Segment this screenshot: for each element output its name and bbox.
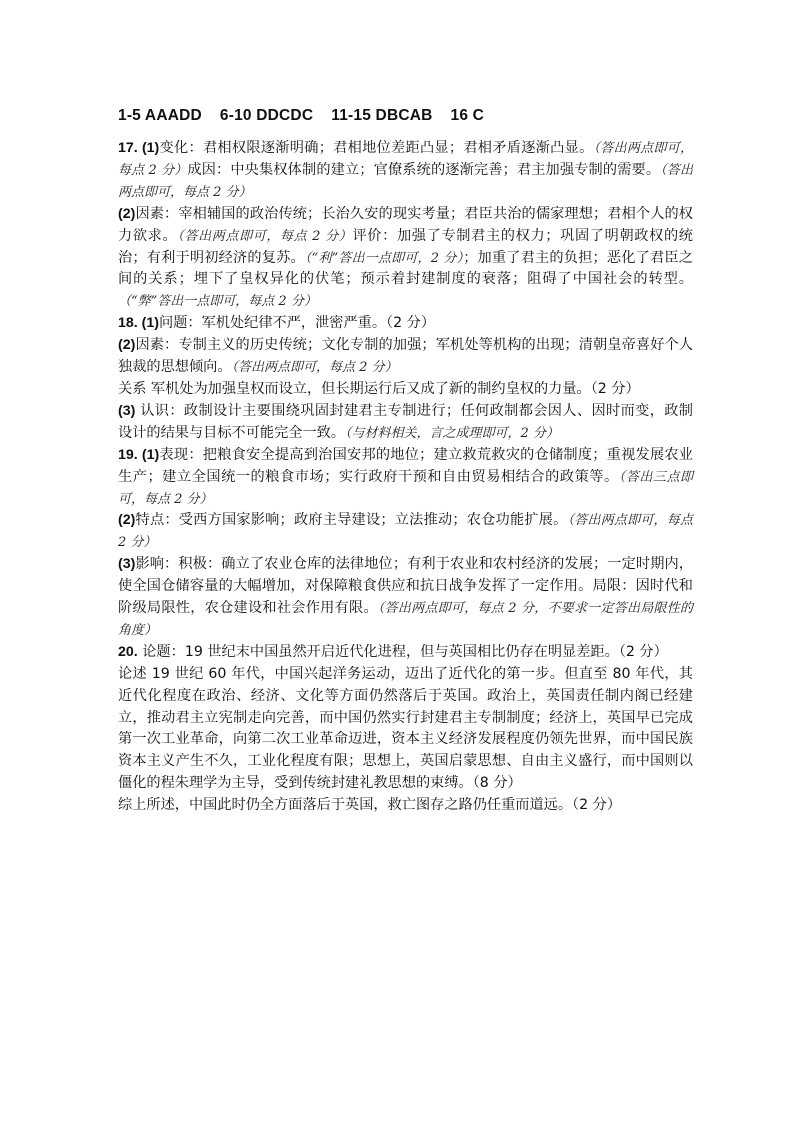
q19-part1-text: 表现：把粮食安全提高到治国安邦的地位；建立救荒救灾的仓储制度；重视发展农业生产；建立全国统一的粮食市场；实行政府干预和自由贸易相结合的政策等。 — [118, 446, 693, 485]
q17-part2-note: （答出两点即可，每点 2 分） — [177, 228, 353, 244]
q17-part1-number: 17. (1) — [118, 140, 160, 156]
q19-part1 — [118, 445, 693, 511]
q17-part1-note2: （答出两点即可，每点 2 分） — [118, 162, 693, 200]
q18-part2-text: 因素：专制主义的历史传统；文化专制的加强；军机处等机构的出现；清朝皇帝喜好个人独裁的思想倾向。 — [118, 337, 693, 376]
q19-part2-text: 特点：受西方国家影响；政府主导建设；立法推动；农仓功能扩展。 — [135, 512, 568, 529]
q19-part1-note: （答出三点即可，每点 2 分） — [118, 469, 693, 507]
q19-part3-text: 影响：积极：确立了农业仓库的法律地位；有利于农业和农村经济的发展；一定时期内，使全国仓储容量的大幅增加，对保障粮食供应和抗日战争发挥了一定作用。局限：因时代和阶级局限性，农仓建设和社会作用有限。 — [118, 556, 693, 617]
q18-part2 — [118, 335, 693, 379]
q18-part3-text: 认识：政制设计主要围绕巩固封建君主专制进行；任何政制都会因人、因时而变，政制设计的结果与目标不可能完全一致。 — [118, 402, 693, 441]
q18-part1-text: 问题：军机处纪律不严，泄密严重。（2 分） — [159, 315, 436, 332]
q20-argument-text: 论述 19 世纪 60 年代，中国兴起洋务运动，迈出了近代化的第一步。但直至 80 年代，其近代化程度在政治、经济、文化等方面仍然落后于英国。政治上，英国责任制内阁已经建立，推动君主立宪制走向完善，而中国仍然实行封建君主专制制度；经济上，英国早已完成第一次工业革命，向第二次工业革命迈进，资本主义经济发展程度仍领先世界，而中国民族资本主义产生不久，工业化程度有限；思想上，英国启蒙思想、自由主义盛行，而中国则以僵化的程朱理学为主导，受到传统封建礼教思想的束缚。（8 分） — [118, 665, 693, 792]
q20-conclusion — [118, 795, 693, 817]
q17-part2-text3: ；加重了君主的负担；恶化了君臣之间的关系；埋下了皇权异化的伏笔；预示着封建制度的衰落；阻碍了中国社会的转型。 — [118, 249, 693, 288]
q20-conclusion-text: 综上所述，中国此时仍全方面落后于英国，救亡图存之路仍任重而道远。（2 分） — [118, 797, 622, 814]
q20-thesis — [118, 642, 693, 664]
q19-part1-number: 19. (1) — [118, 446, 160, 463]
q17-part1-text2: 成因：中央集权体制的建立；官僚系统的逐渐完善；君主加强专制的需要。 — [187, 161, 661, 178]
q17-part2-text: 因素：宰相辅国的政治传统；长治久安的现实考量；君臣共治的儒家理想；君相个人的权力欲求。 — [118, 205, 693, 244]
q18-part1-number: 18. (1) — [118, 315, 160, 332]
q19-part2-note: （答出两点即可，每点 2 分） — [118, 513, 693, 551]
q20-argument — [118, 664, 693, 795]
q18-part3-number: (3) — [118, 402, 136, 419]
q17-part2-number: (2) — [118, 205, 136, 222]
q18-part3 — [118, 401, 693, 445]
answer-key-page — [118, 104, 693, 817]
multiple-choice-answers: 1-5 AAADD 6-10 DDCDC 11-15 DBCAB 16 C — [118, 107, 485, 124]
q17-part2 — [118, 204, 693, 314]
q17-part1-note: （答出两点即可，每点 2 分） — [118, 141, 693, 178]
q18-part2-note: （答出两点即可，每点 2 分） — [231, 360, 398, 376]
q18-part3-note: （与材料相关，言之成理即可，2 分） — [345, 425, 559, 441]
q18-part1 — [118, 313, 693, 335]
q19-part2-number: (2) — [118, 512, 136, 529]
q18-part2-number: (2) — [118, 337, 136, 354]
q19-part2 — [118, 510, 693, 554]
q19-part3 — [118, 554, 693, 642]
q17-part1 — [118, 138, 693, 204]
q20-number: 20. — [118, 643, 138, 660]
q17-part2-note3: （“弊”答出一点即可，每点 2 分） — [118, 294, 317, 310]
q17-part2-note2: （“利”答出一点即可，2 分） — [304, 250, 464, 266]
q18-relation — [118, 379, 693, 401]
q17-part1-text: 变化：君相权限逐渐明确；君相地位差距凸显；君相矛盾逐渐凸显。 — [159, 140, 594, 156]
q17-part2-text2: 评价：加强了专制君主的权力；巩固了明朝政权的统治；有利于明初经济的复苏。 — [118, 227, 693, 266]
q19-part3-number: (3) — [118, 556, 136, 573]
q19-part3-note: （答出两点即可，每点 2 分，不要求一定答出局限性的角度） — [118, 601, 693, 638]
q18-relation-text: 关系 军机处为加强皇权而设立，但长期运行后又成了新的制约皇权的力量。（2 分） — [118, 380, 640, 397]
q20-thesis-text: 论题：19 世纪末中国虽然开启近代化进程，但与英国相比仍存在明显差距。（2 分） — [137, 643, 668, 660]
